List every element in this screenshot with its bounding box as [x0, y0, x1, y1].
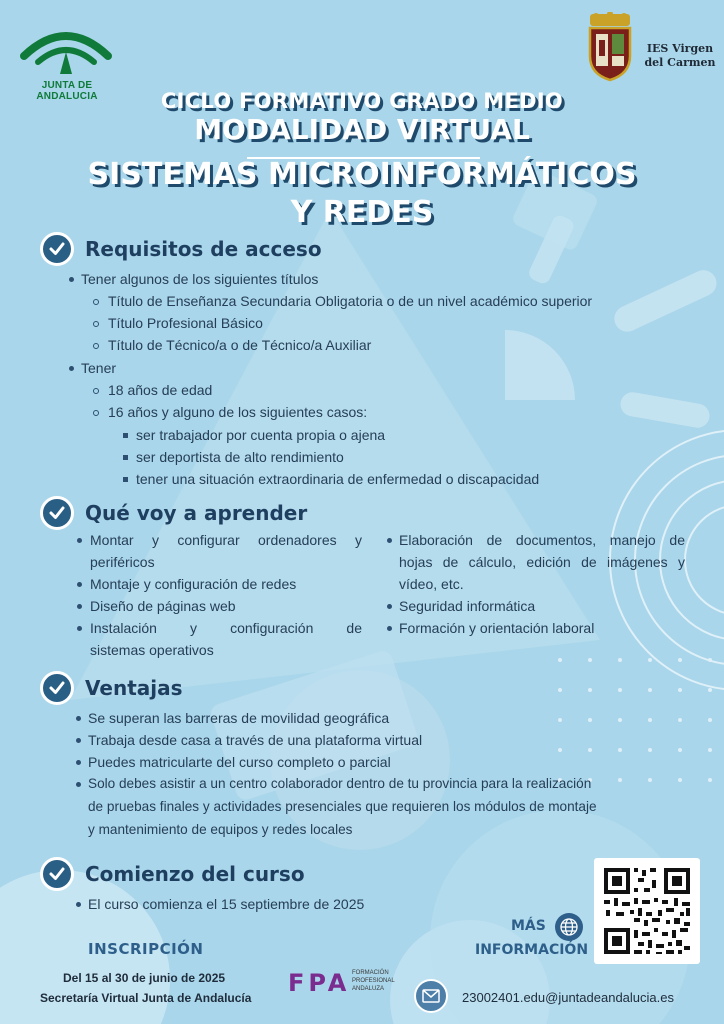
fpa-sub-line2: PROFESIONAL	[352, 978, 395, 984]
contact-email[interactable]: 23002401.edu@juntadeandalucia.es	[462, 990, 674, 1005]
fpa-logo-text: FPA	[288, 969, 351, 997]
ventajas-item-4-line2: de pruebas finales y actividades presenciales que requieren los módulos de montaje	[88, 799, 597, 814]
section-ventajas-header	[40, 671, 183, 705]
ventajas-item-3: Puedes matricularte del curso completo o parcial	[88, 754, 391, 770]
ventajas-item-4-line1: Solo debes asistir a un centro colaborador dentro de tu provincia para la realización	[88, 776, 592, 791]
section-aprender-header	[40, 496, 307, 530]
bullet-icon	[76, 738, 81, 743]
fpa-sub-line1: FORMACIÓN	[352, 970, 389, 976]
bullet-icon	[387, 604, 392, 609]
bullet-icon	[77, 582, 82, 587]
requisitos-item-1-sub-2: Título Profesional Básico	[108, 315, 263, 331]
comienzo-item-1: El curso comienza el 15 septiembre de 2025	[88, 896, 365, 912]
bullet-icon	[76, 902, 81, 907]
bullet-icon	[77, 538, 82, 543]
bullet-icon	[76, 716, 81, 721]
section-comienzo-header	[40, 857, 305, 891]
aprender-right-3: Formación y orientación laboral	[399, 620, 595, 636]
bullet-hollow-icon	[93, 321, 99, 327]
ventajas-item-4-line3: y mantenimiento de equipos y redes locales	[88, 822, 353, 837]
qr-code-icon	[594, 858, 700, 964]
bullet-icon	[387, 626, 392, 631]
junta-andalucia-logo-icon	[18, 24, 114, 80]
aprender-left-1-line2: periféricos	[90, 554, 155, 570]
bullet-icon	[77, 626, 82, 631]
section-requisitos-header	[40, 232, 322, 266]
section-requisitos-title: Requisitos de acceso	[85, 237, 322, 261]
aprender-right-2: Seguridad informática	[399, 598, 536, 614]
bullet-hollow-icon	[93, 343, 99, 349]
requisitos-item-2-sub-2-a: ser trabajador por cuenta propia o ajena	[136, 427, 386, 443]
mas-informacion-line1: MÁS	[511, 918, 546, 934]
title-redes: Y REDES	[290, 195, 434, 230]
requisitos-item-2-sub-1: 18 años de edad	[108, 382, 213, 398]
requisitos-item-1-sub-3: Título de Técnico/a o de Técnico/a Auxiliar	[108, 337, 372, 353]
ies-name-line1: IES Virgen	[646, 42, 714, 55]
checkmark-icon	[40, 232, 74, 266]
bullet-square-icon	[123, 455, 128, 460]
bullet-icon	[69, 366, 74, 371]
bullet-hollow-icon	[93, 299, 99, 305]
bullet-icon	[69, 277, 74, 282]
bullet-hollow-icon	[93, 388, 99, 394]
bullet-icon	[77, 604, 82, 609]
requisitos-item-2-sub-2-c: tener una situación extraordinaria de enfermedad o discapacidad	[136, 471, 540, 487]
checkmark-icon	[40, 671, 74, 705]
checkmark-icon	[40, 857, 74, 891]
requisitos-item-1: Tener algunos de los siguientes títulos	[81, 271, 319, 287]
aprender-left-1-line1: Montar y configurar ordenadores y	[90, 532, 362, 548]
aprender-left-2: Montaje y configuración de redes	[90, 576, 297, 592]
qr-code[interactable]	[594, 858, 700, 964]
aprender-right-1-line2: hojas de cálculo, edición de imágenes y	[399, 554, 685, 570]
aprender-left-3: Diseño de páginas web	[90, 598, 236, 614]
mas-informacion-line2: INFORMACIÓN	[475, 942, 589, 958]
requisitos-item-2: Tener	[81, 360, 117, 376]
aprender-right-1-line3: vídeo, etc.	[399, 576, 464, 592]
ies-crest-icon	[586, 12, 634, 82]
aprender-right-1-line1: Elaboración de documentos, manejo de	[399, 532, 685, 548]
inscripcion-label: INSCRIPCIÓN	[88, 940, 204, 958]
junta-andalucia-logo-text: JUNTA DE ANDALUCIA	[36, 80, 98, 102]
inscripcion-where: Secretaría Virtual Junta de Andalucía	[40, 991, 252, 1005]
inscripcion-dates: Del 15 al 30 de junio de 2025	[63, 971, 226, 985]
title-ciclo: CICLO FORMATIVO GRADO MEDIO	[160, 89, 564, 113]
bullet-square-icon	[123, 433, 128, 438]
aprender-left-4-line2: sistemas operativos	[90, 642, 214, 658]
ventajas-item-1: Se superan las barreras de movilidad geográfica	[88, 710, 390, 726]
bullet-icon	[76, 760, 81, 765]
bullet-square-icon	[123, 477, 128, 482]
requisitos-item-2-sub-2-b: ser deportista de alto rendimiento	[136, 449, 344, 465]
section-comienzo-title: Comienzo del curso	[85, 862, 305, 886]
globe-icon	[554, 912, 584, 942]
bullet-icon	[76, 782, 81, 787]
requisitos-item-2-sub-2: 16 años y alguno de los siguientes casos:	[108, 404, 368, 420]
title-modalidad: MODALIDAD VIRTUAL	[194, 113, 530, 146]
mail-icon[interactable]	[413, 978, 449, 1014]
requisitos-item-1-sub-1: Título de Enseñanza Secundaria Obligatoria o de un nivel académico superior	[108, 293, 593, 309]
aprender-left-4-line1: Instalación y configuración de	[90, 620, 362, 636]
bullet-icon	[387, 538, 392, 543]
fpa-sub-line3: ANDALUZA	[352, 986, 385, 992]
bullet-hollow-icon	[93, 410, 99, 416]
section-aprender-title: Qué voy a aprender	[85, 501, 308, 525]
checkmark-icon	[40, 496, 74, 530]
ies-name-line2: del Carmen	[644, 56, 716, 69]
section-ventajas-title: Ventajas	[85, 676, 183, 700]
title-sistemas: SISTEMAS MICROINFORMÁTICOS	[87, 157, 637, 192]
ventajas-item-2: Trabaja desde casa a través de una plataforma virtual	[88, 732, 423, 748]
